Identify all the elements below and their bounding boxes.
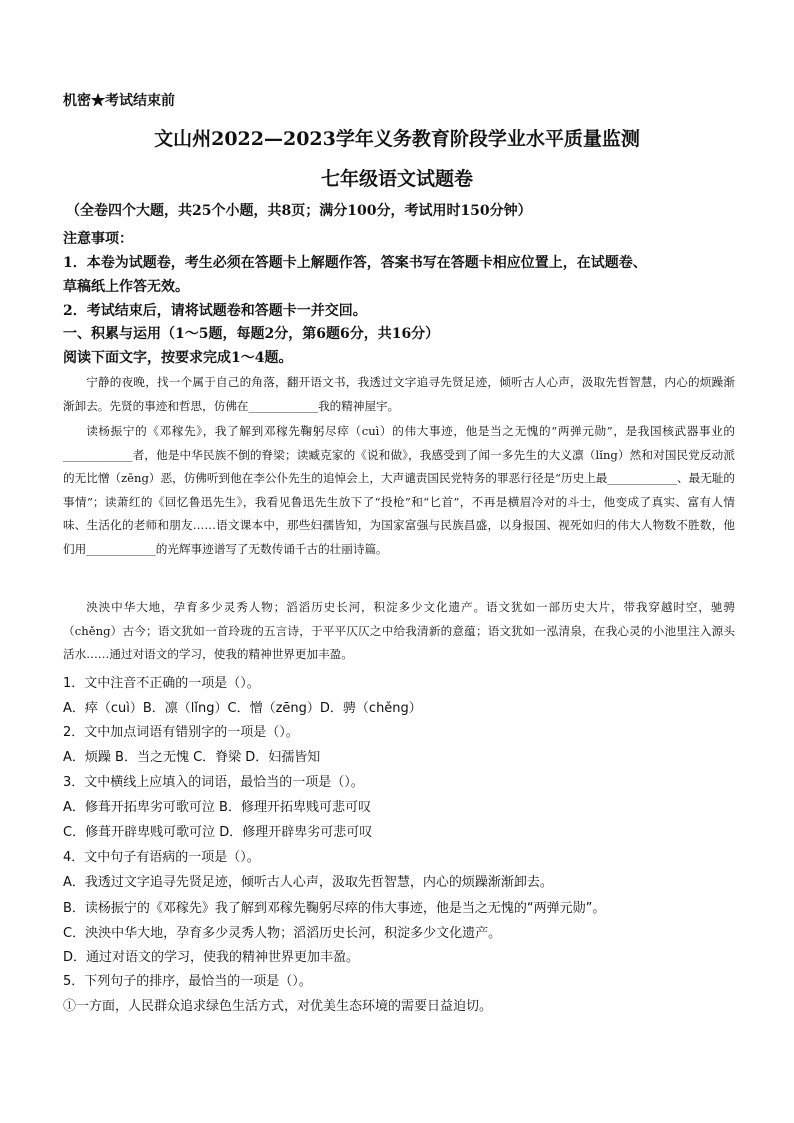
section-1-instruction: 阅读下面文字，按要求完成1～4题。 <box>63 350 293 366</box>
exam-subject-title: 七年级语文试题卷 <box>320 168 473 190</box>
question-1-options: A．瘁（cuì）B．凛（lǐng）C．憎（zēng）D．骋（chěng） <box>63 701 422 716</box>
question-2: 2．文中加点词语有错别字的一项是（）。 <box>63 725 299 740</box>
question-1: 1．文中注音不正确的一项是（）。 <box>63 676 260 691</box>
notes-item-1-line-2: 草稿纸上作答无效。 <box>63 279 189 295</box>
question-4: 4．文中句子有语病的一项是（）。 <box>63 850 260 865</box>
question-5: 5．下列句子的排序，最恰当的一项是（）。 <box>63 974 312 989</box>
question-3-options-1: A．修葺开拓卑劣可歌可泣 B．修理开拓卑贱可悲可叹 <box>63 800 371 815</box>
passage-paragraph-3: 泱泱中华大地，孕育多少灵秀人物；滔滔历史长河，积淀多少文化遗产。语文犹如一部历史大片，带我穿越时空，驰骋（chěng）古今；语文犹如一首玲珑的五言诗，于平平仄仄之中给我清新的意蕴；语文犹如一泓清泉，在我心灵的小池里注入源头活水……通过对语文的学习，使我的精神世界更加丰盈。 <box>63 600 735 661</box>
notes-item-1-line-1: 1．本卷为试题卷，考生必须在答题卡上解题作答，答案书写在答题卡相应位置上，在试题卷、 <box>63 255 647 271</box>
question-4-option-c: C．泱泱中华大地，孕育多少灵秀人物；滔滔历史长河，积淀多少文化遗产。 <box>63 926 502 941</box>
question-3: 3．文中横线上应填入的词语，最恰当的一项是（）。 <box>63 775 364 790</box>
question-4-option-b: B．读杨振宁的《邓稼先》我了解到邓稼先鞠躬尽瘁的伟大事迹，他是当之无愧的“两弹元勋”。 <box>63 901 606 916</box>
exam-title: 文山州2022—2023学年义务教育阶段学业水平质量监测 <box>154 128 640 150</box>
notes-item-2: 2．考试结束后，请将试题卷和答题卡一并交回。 <box>63 303 367 319</box>
question-3-options-2: C．修葺开辟卑贱可歌可泣 D．修理开辟卑劣可悲可叹 <box>63 825 373 840</box>
passage-paragraph-1: 宁静的夜晚，找一个属于自己的角落，翻开语文书，我透过文字追寻先贤足迹，倾听古人心声，汲取先哲智慧，内心的烦躁渐渐卸去。先贤的事迹和哲思，仿佛在____________我的精神屋宇。 <box>63 375 735 413</box>
question-2-options: A．烦躁 B．当之无愧 C．脊梁 D．妇孺皆知 <box>63 750 321 765</box>
notes-heading: 注意事项： <box>63 231 133 247</box>
section-1-heading: 一、积累与运用（1～5题，每题2分，第6题6分，共16分） <box>63 326 440 342</box>
question-4-option-d: D．通过对语文的学习，使我的精神世界更加丰盈。 <box>63 950 360 965</box>
passage-paragraph-2: 读杨振宁的《邓稼先》，我了解到邓稼先鞠躬尽瘁（cuì）的伟大事迹，他是当之无愧的“两弹元勋”，是我国核武器事业的____________者，他是中华民族不倒的脊梁；读臧克家的《说和做》，我感受到了闻一多先生的大义凛（lǐng）然和对国民党反动派的无比憎（zēng）恶，仿佛听到他在李公仆先生的追悼会上，大声谴责国民党特务的罪恶行径是“历史上最____________、最无耻的事情”；读萧红的《回忆鲁迅先生》，我看见鲁迅先生放下了“投枪”和“匕首”，不再是横眉冷对的斗士，他变成了真实、富有人情味、生活化的老师和朋友……语文课本中，那些妇孺皆知，为国家富强与民族昌盛，以身报国、视死如归的伟大人物数不胜数，他们用____________的光辉事迹谱写了无数传诵千古的壮丽诗篇。 <box>63 424 735 556</box>
question-4-option-a: A．我透过文字追寻先贤足迹，倾听古人心声，汲取先哲智慧，内心的烦躁渐渐卸去。 <box>63 875 553 890</box>
question-5-sentence-1: ①一方面，人民群众追求绿色生活方式，对优美生态环境的需要日益迫切。 <box>63 999 493 1014</box>
confidential-label: 机密★考试结束前 <box>63 93 175 109</box>
exam-info: （全卷四个大题，共25个小题，共8页；满分100分，考试用时150分钟） <box>66 203 532 219</box>
